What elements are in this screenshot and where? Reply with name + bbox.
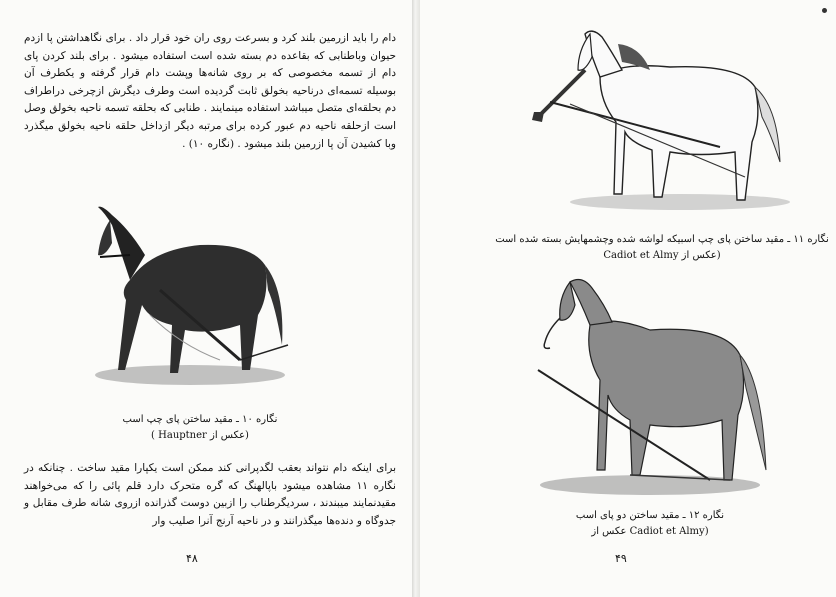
figure11-caption-line1: نگاره ۱۱ ـ مقید ساختن پای چپ اسبیکه لواشه شده وچشمهایش بسته شده است: [495, 234, 829, 245]
scan-mark: [822, 8, 827, 13]
paragraph-top: دام را باید ازرمین بلند کرد و بسرعت روی ران خود قرار داد . برای نگاهداشتن پا ازدم حیوان وباطنابی که بقاعده دم بسته شده است استفاده میشود . برای بلند کردن پای دام از تسمه مخصوصی که بر روی شانه‌ها وپشت دام قرار گرفته و یکطرف آن بوسیله تسمه‌ای درناحیه بخولق ثابت گردیده است وطرف دیگرش ازچرخی دراطراف دم بحلقه‌ای متصل میباشد استفاده مینمایند . طنابی که بحلقه تسمه ناحیه بخولق وصل است ازحلقه ناحیه دم عبور کرده برای مرتبه دیگر ازداخل حلقه ناحیه بخولق میگذرد وبا کشیدن آن پا ازرمین بلند میشود . (نگاره ۱۰) .: [24, 32, 396, 150]
book-gutter: [412, 0, 420, 597]
figure12-caption-line1: نگاره ۱۲ ـ مقید ساختن دو پای اسب: [575, 510, 725, 521]
figure11-caption-line2: (عکس از Cadiot et Almy: [603, 250, 721, 261]
figure10-caption: [100, 412, 300, 444]
horse-left-leg-tied-illustration: [90, 195, 295, 390]
figure12-caption-line2: (Cadiot et Almy عکس از: [591, 526, 709, 537]
figure10-caption-line2: (عکس از Hauptner ): [151, 430, 249, 441]
right-page: [420, 0, 836, 597]
left-page: [0, 0, 412, 597]
page-number-right: ۴۹: [615, 552, 627, 565]
figure12-caption: [540, 508, 760, 540]
horse-blindfolded-leg-tied-illustration: [530, 22, 790, 217]
figure10-caption-line1: نگاره ۱۰ ـ مقید ساختن پای چپ اسب: [122, 414, 278, 425]
paragraph-bottom: برای اینکه دام نتواند بعقب لگدپرانی کند ممکن است یکپارا مقید ساخت . چنانکه در نگاره ۱۱ مشاهده میشود باپالهنگ که گره متحرک دارد قلم پائی را که می‌خواهند مقیدنمایند میبندند ، سردیگرطناب را ازبین دوست گذرانده ازروی شانه طرف مقابل و جدوگاه و دنده‌ها میگذرانند و در ناحیه آرنج آنرا صلیب وار: [24, 462, 396, 527]
horse-two-legs-tied-illustration: [530, 270, 770, 500]
page-number-left: ۴۸: [186, 552, 198, 565]
figure11-caption: [492, 232, 832, 264]
